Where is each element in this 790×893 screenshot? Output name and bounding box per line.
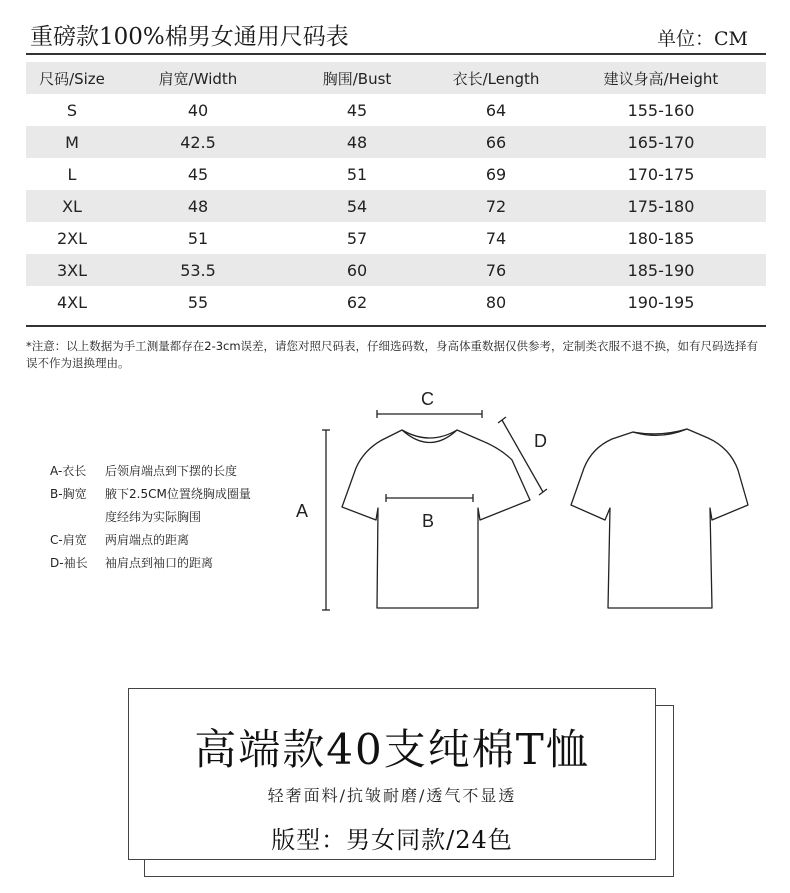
back-tshirt-outline: [571, 429, 748, 608]
column-header: 衣长/Length: [452, 69, 540, 88]
table-row: [26, 94, 766, 126]
front-tshirt-outline: [342, 430, 530, 608]
table-cell: 72: [485, 196, 507, 216]
back-collar: [633, 429, 687, 434]
table-cell: S: [66, 100, 78, 120]
table-cell: 185-190: [627, 260, 695, 280]
table-cell: 175-180: [627, 196, 695, 216]
table-cell: 54: [346, 196, 368, 216]
table-cell: 64: [485, 100, 507, 120]
sleeve-tick-bottom: [539, 489, 547, 495]
table-row: [26, 190, 766, 222]
table-cell: 51: [346, 164, 368, 184]
table-row: [26, 158, 766, 190]
promo-box: [128, 688, 656, 860]
table-cell: 3XL: [56, 260, 88, 280]
table-cell: 165-170: [627, 132, 695, 152]
table-header-row: [26, 62, 766, 94]
label-d: D: [534, 431, 547, 451]
table-cell: 48: [187, 196, 209, 216]
table-cell: 74: [485, 228, 507, 248]
table-cell: 53.5: [180, 260, 216, 280]
table-cell: 76: [485, 260, 507, 280]
table-cell: 51: [187, 228, 209, 248]
promo-headline: 高端款40支纯棉T恤: [194, 725, 590, 774]
column-header: 胸围/Bust: [322, 69, 392, 88]
table-cell: 40: [187, 100, 209, 120]
column-header: 尺码/Size: [39, 69, 105, 88]
legend-desc: 两肩端点的距离: [105, 533, 190, 547]
legend-key: A-衣长: [50, 464, 87, 478]
sleeve-tick-top: [498, 417, 506, 423]
table-cell: 48: [346, 132, 368, 152]
table-cell: L: [67, 164, 77, 184]
label-a: A: [296, 501, 309, 521]
table-cell: 2XL: [56, 228, 88, 248]
promo-tagline: 轻奢面料/抗皱耐磨/透气不显透: [267, 786, 517, 805]
legend-key: B-胸宽: [50, 487, 87, 501]
legend-desc: 后领肩端点到下摆的长度: [105, 464, 238, 478]
legend-desc: 度经纬为实际胸围: [105, 510, 202, 524]
column-header: 建议身高/Height: [603, 69, 719, 88]
table-cell: 155-160: [627, 100, 695, 120]
table-cell: 62: [346, 292, 368, 312]
table-cell: 45: [187, 164, 209, 184]
table-cell: 66: [485, 132, 507, 152]
table-top-rule: [26, 53, 766, 55]
table-row: [26, 254, 766, 286]
unit-label: 单位：CM: [657, 28, 748, 50]
table-cell: 80: [485, 292, 507, 312]
measurement-note: *注意：以上数据为手工测量都存在2-3cm误差，请您对照尺码表，仔细选码数，身高体重数据仅供参考，定制类衣服不退不换，如有尺码选择有误不作为退换理由。: [26, 339, 759, 370]
table-cell: 4XL: [56, 292, 88, 312]
table-row: [26, 286, 766, 318]
tshirt-measurement-diagram: [0, 380, 790, 630]
legend-key: D-袖长: [50, 556, 88, 570]
table-row: [26, 126, 766, 158]
table-cell: 45: [346, 100, 368, 120]
label-b: B: [422, 511, 435, 531]
table-cell: 55: [187, 292, 209, 312]
table-cell: 57: [346, 228, 368, 248]
column-header: 肩宽/Width: [158, 69, 238, 88]
legend-key: C-肩宽: [50, 533, 87, 547]
table-cell: XL: [62, 196, 82, 216]
promo-fit: 版型：男女同款/24色: [271, 826, 513, 854]
table-cell: 190-195: [627, 292, 695, 312]
table-cell: 60: [346, 260, 368, 280]
chart-title: 重磅款100%棉男女通用尺码表: [30, 24, 349, 50]
table-cell: 42.5: [180, 132, 216, 152]
table-bottom-rule: [26, 325, 766, 327]
table-cell: 180-185: [627, 228, 695, 248]
label-c: C: [421, 389, 434, 409]
table-cell: 170-175: [627, 164, 695, 184]
legend-desc: 腋下2.5CM位置绕胸成圈量: [105, 487, 251, 501]
legend-desc: 袖肩点到袖口的距离: [105, 556, 214, 570]
size-table: [26, 62, 766, 318]
table-cell: M: [65, 132, 79, 152]
table-cell: 69: [485, 164, 507, 184]
table-row: [26, 222, 766, 254]
